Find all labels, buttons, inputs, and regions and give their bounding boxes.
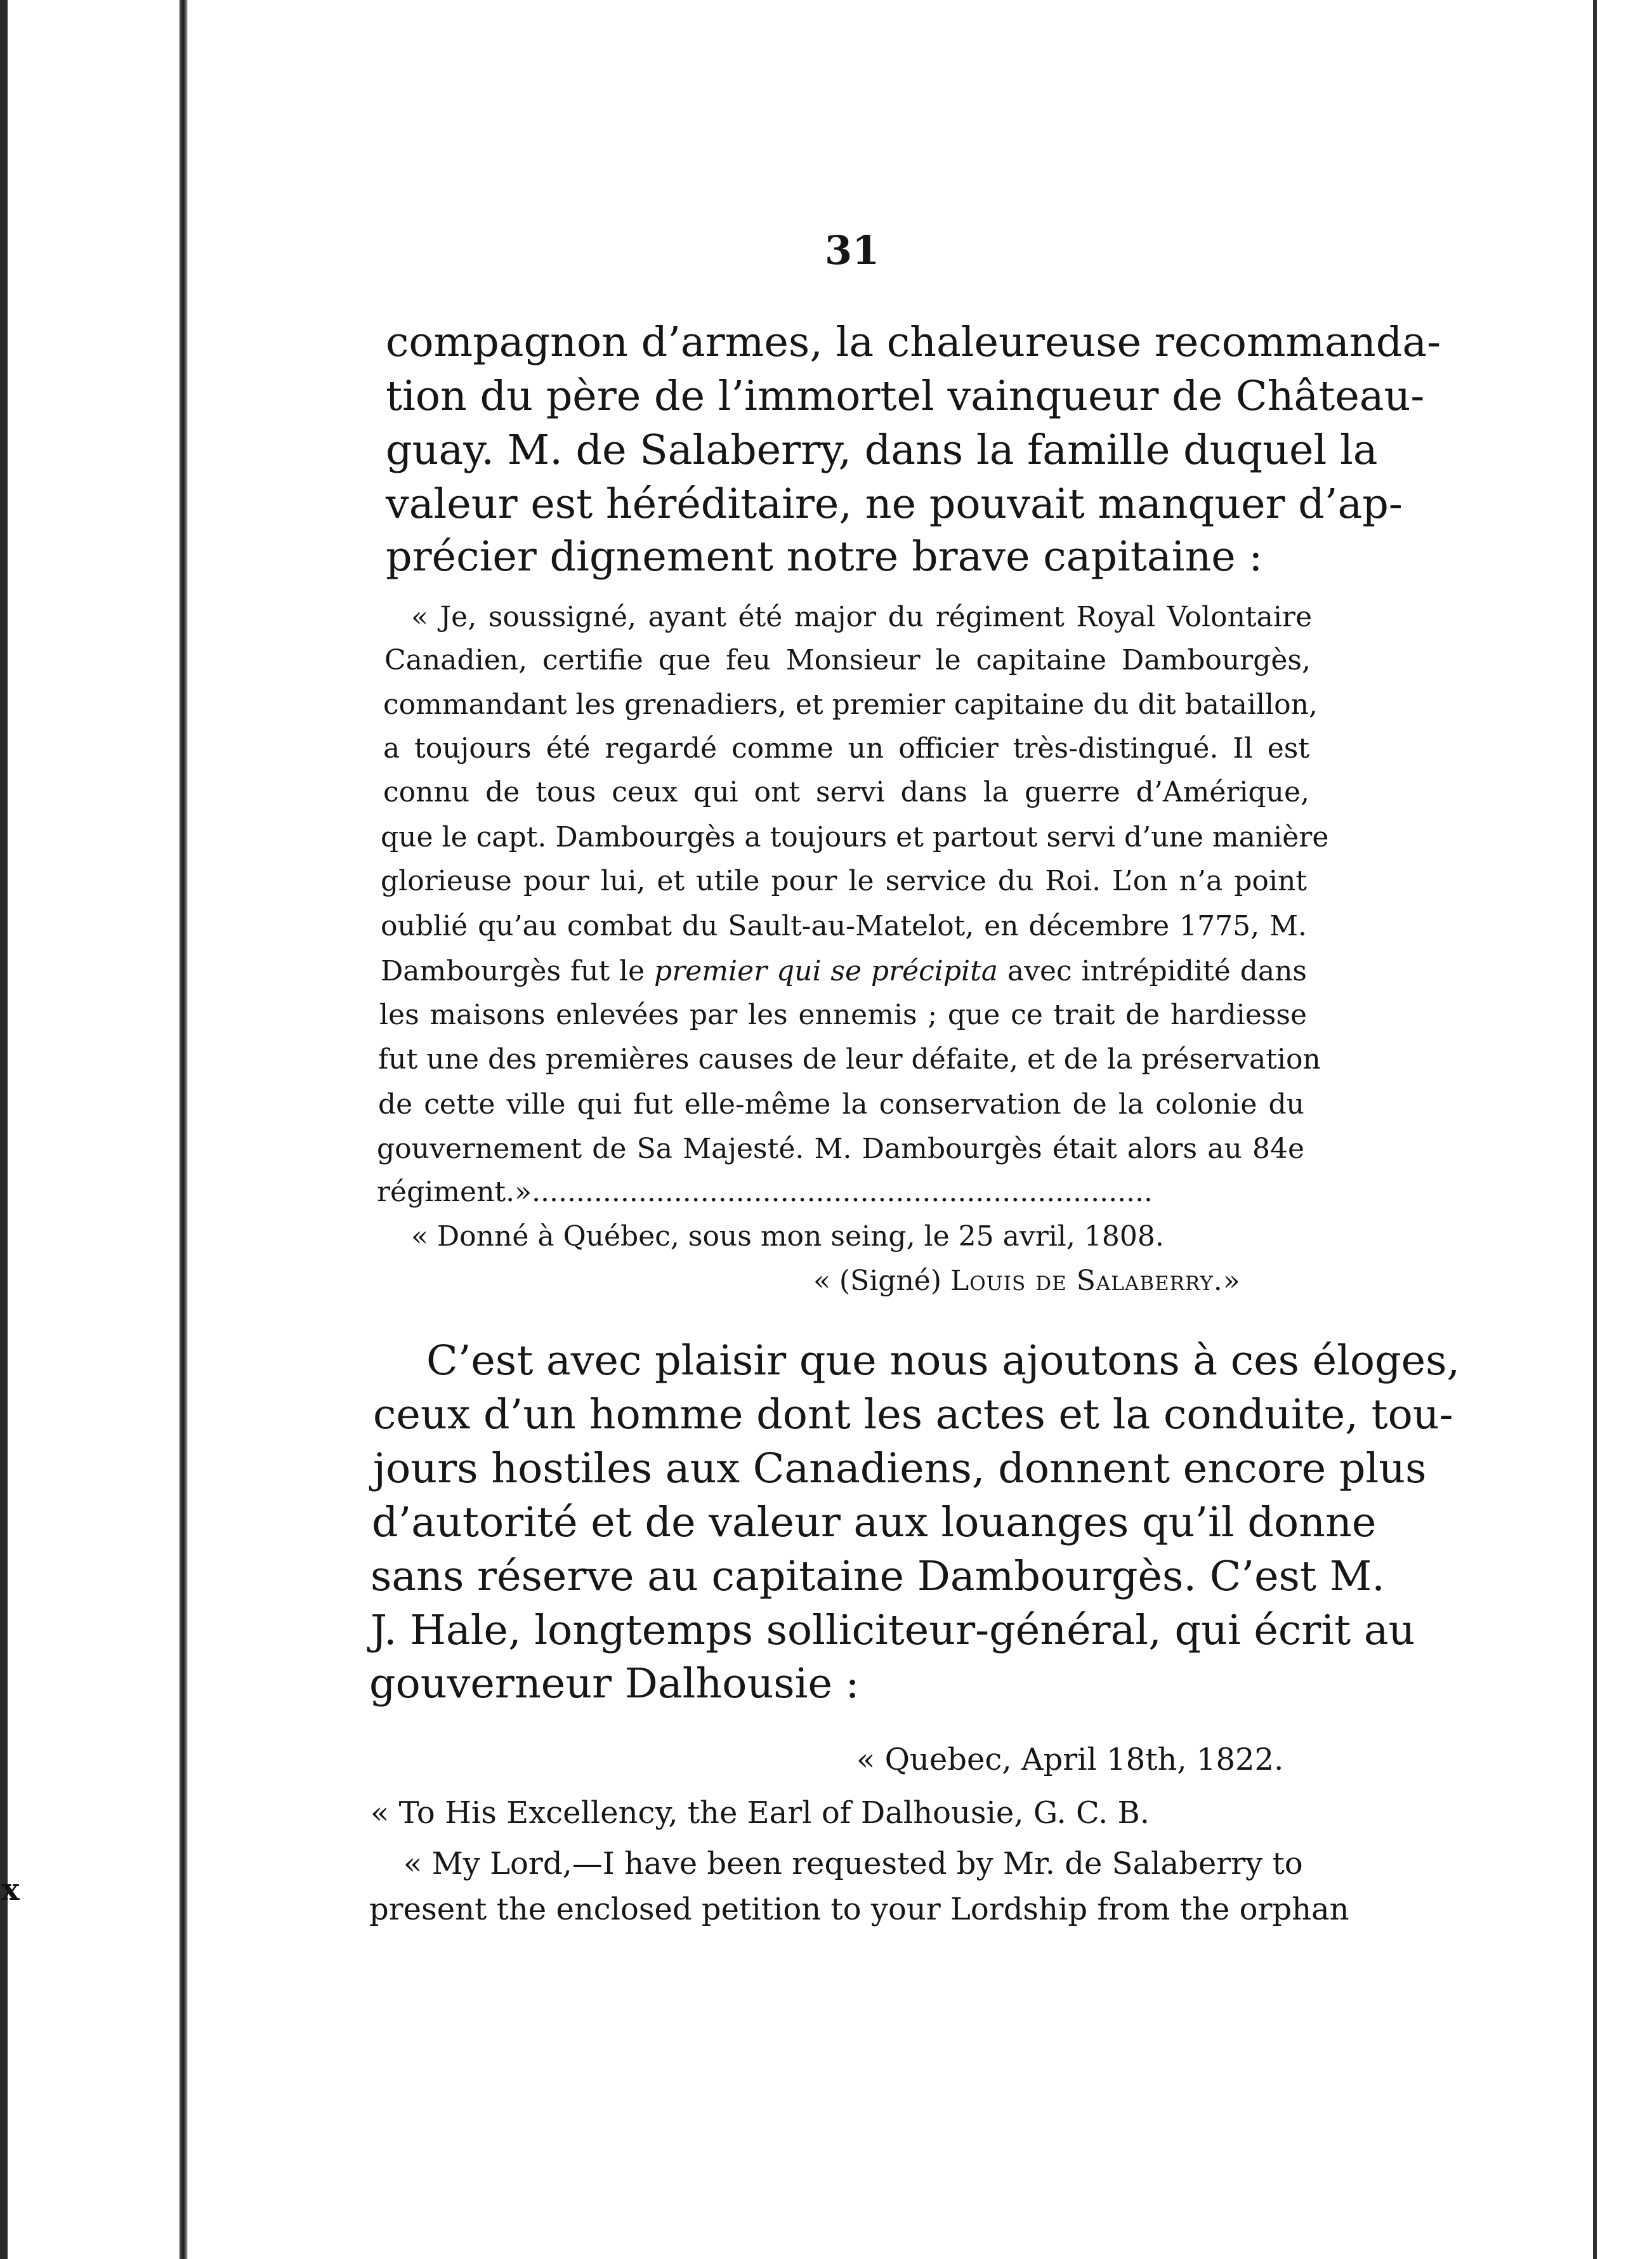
paragraph-2-line: sans réserve au capitaine Dambourgès. C’est M. (370, 1553, 1385, 1600)
paragraph-2-line: C’est avec plaisir que nous ajoutons à ces éloges, (426, 1337, 1460, 1385)
italic-emphasis: premier qui se précipita (654, 955, 998, 987)
letter-dateline: « Quebec, April 18th, 1822. (856, 1742, 1284, 1777)
letter-body-line: « My Lord,—I have been requested by Mr. de Salaberry to (403, 1846, 1303, 1881)
paragraph-2-line: d’autorité et de valeur aux louanges qu’il donne (372, 1499, 1377, 1546)
certificate-line: « Je, soussigné, ayant été major du régiment Royal Volontaire (411, 601, 1312, 633)
certificate-line: de cette ville qui fut elle-même la conservation de la colonie du (378, 1088, 1304, 1121)
paragraph-1-line: compagnon d’armes, la chaleureuse recommanda- (386, 319, 1441, 366)
certificate-line: gouvernement de Sa Majesté. M. Dambourgès était alors au 84e (377, 1133, 1304, 1165)
paragraph-1-line: précier dignement notre brave capitaine : (386, 533, 1263, 581)
certificate-line: les maisons enlevées par les ennemis ; que ce trait de hardiesse (379, 999, 1307, 1031)
certificate-signature (813, 1263, 1241, 1300)
right-edge-rule (1593, 0, 1597, 2259)
certificate-text: avec intrépidité dans (1007, 955, 1308, 987)
paragraph-2-line: gouverneur Dalhousie : (369, 1660, 860, 1708)
paragraph-1-line: valeur est héréditaire, ne pouvait manquer d’ap- (386, 480, 1403, 528)
certificate-closing-line: régiment.»...................................................................... (377, 1176, 1153, 1208)
certificate-text: Dambourgès fut le (381, 955, 645, 987)
certificate-line: connu de tous ceux qui ont servi dans la guerre d’Amérique, (383, 776, 1309, 808)
signature-prefix: « (Signé) (813, 1265, 941, 1297)
certificate-line: Canadien, certifie que feu Monsieur le capitaine Dambourgès, (384, 644, 1311, 676)
certificate-line: glorieuse pour lui, et utile pour le service du Roi. L’on n’a point (381, 865, 1307, 897)
page-number: 31 (825, 227, 880, 273)
paragraph-2-line: jours hostiles aux Canadiens, donnent encore plus (373, 1445, 1427, 1492)
certificate-line: fut une des premières causes de leur défaite, et de la préservation (378, 1043, 1321, 1076)
paragraph-1-line: guay. M. de Salaberry, dans la famille duquel la (386, 426, 1378, 474)
page-fold-rule (179, 0, 188, 2259)
paragraph-2-line: ceux d’un homme dont les actes et la conduite, tou- (373, 1391, 1453, 1439)
certificate-line-with-italic (381, 953, 1307, 990)
certificate-date-line: « Donné à Québec, sous mon seing, le 25 avril, 1808. (411, 1220, 1164, 1253)
certificate-line: que le capt. Dambourgès a toujours et partout servi d’une manière (381, 821, 1329, 853)
paragraph-2-line: J. Hale, longtemps solliciteur-général, qui écrit au (370, 1607, 1415, 1654)
margin-fragment: x (1, 1872, 20, 1907)
certificate-line: a toujours été regardé comme un officier très-distingué. Il est (383, 732, 1309, 765)
binding-edge (0, 0, 8, 2259)
signature-name: Louis de Salaberry.» (950, 1265, 1241, 1297)
letter-body-line: present the enclosed petition to your Lordship from the orphan (369, 1892, 1349, 1927)
letter-address: « To His Excellency, the Earl of Dalhousie, G. C. B. (370, 1795, 1150, 1831)
certificate-line: commandant les grenadiers, et premier capitaine du dit bataillon, (383, 688, 1318, 721)
certificate-line: oublié qu’au combat du Sault-au-Matelot, en décembre 1775, M. (381, 910, 1307, 942)
paragraph-1-line: tion du père de l’immortel vainqueur de Château- (386, 372, 1425, 420)
